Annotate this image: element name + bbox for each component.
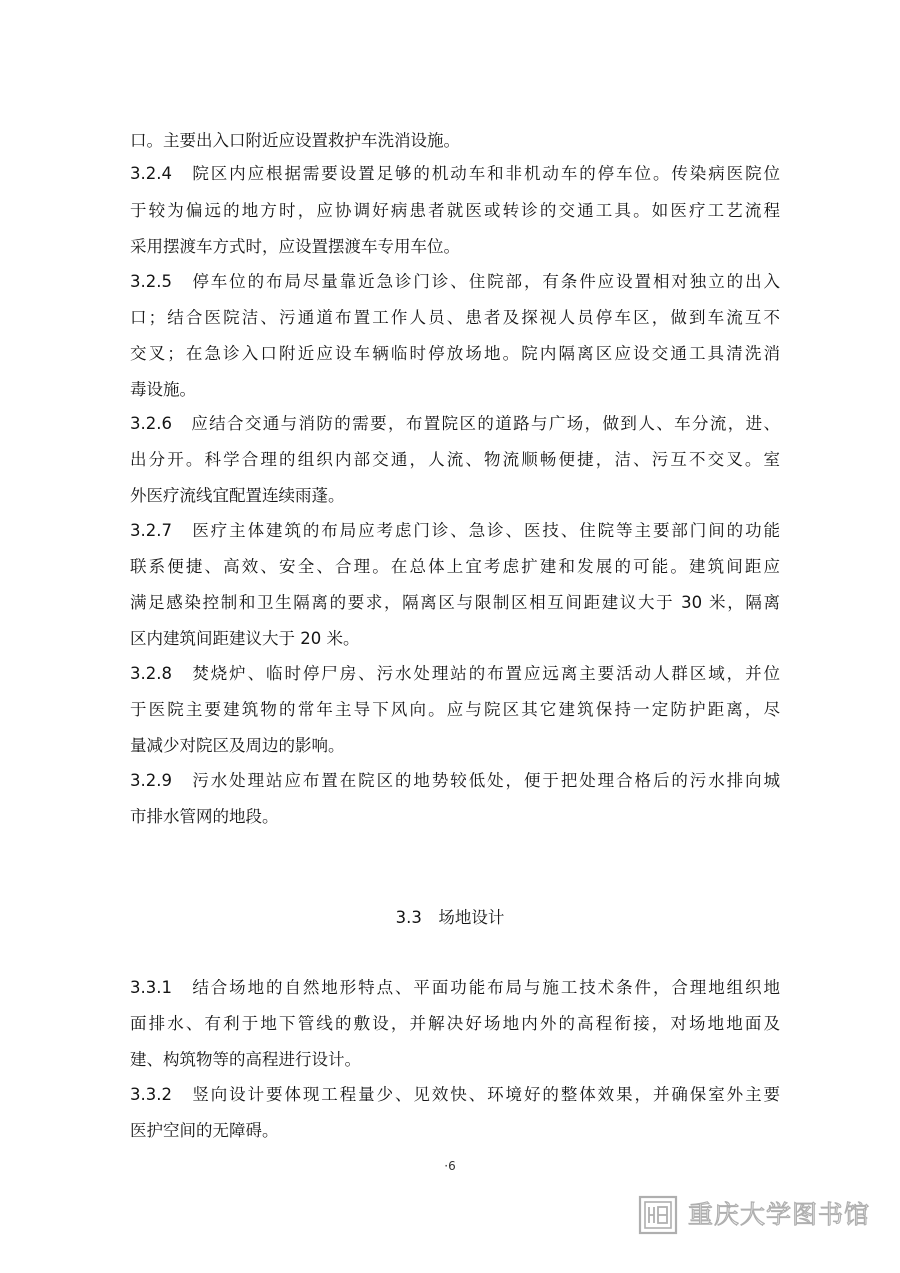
text-line: 市排水管网的地段。 [130,807,279,826]
text-line: 口。主要出入口附近应设置救护车洗消设施。 [130,131,460,150]
text-line: 面排水、有利于地下管线的敷设，并解决好场地内外的高程衔接，对场地地面及 [130,1014,780,1033]
text-line: 区内建筑间距建议大于 20 米。 [130,629,360,648]
text-line: 医护空间的无障碍。 [130,1121,279,1140]
text-line: 交叉；在急诊入口附近应设车辆临时停放场地。院内隔离区应设交通工具清洗消 [130,344,780,363]
text-line: 建、构筑物等的高程进行设计。 [130,1050,361,1069]
text-line: 毒设施。 [130,380,196,399]
text-line: 3.2.6 应结合交通与消防的需要，布置院区的道路与广场，做到人、车分流，进、 [130,414,780,433]
watermark-text: 重庆大学图书馆 [688,1200,871,1229]
text-line: 3.2.7 医疗主体建筑的布局应考虑门诊、急诊、医技、住院等主要部门间的功能 [130,521,780,540]
library-logo-icon [638,1195,678,1235]
text-line: 联系便捷、高效、安全、合理。在总体上宜考虑扩建和发展的可能。建筑间距应 [130,557,780,576]
text-line: 于较为偏远的地方时，应协调好病患者就医或转诊的交通工具。如医疗工艺流程 [130,201,780,220]
text-line: 外医疗流线宜配置连续雨蓬。 [130,486,345,505]
text-line: 3.2.4 院区内应根据需要设置足够的机动车和非机动车的停车位。传染病医院位 [130,164,780,183]
text-line: 于医院主要建筑物的常年主导下风向。应与院区其它建筑保持一定防护距离，尽 [130,700,780,719]
text-line: 出分开。科学合理的组织内部交通，人流、物流顺畅便捷，洁、污互不交叉。室 [130,450,780,469]
text-line: 3.2.8 焚烧炉、临时停尸房、污水处理站的布置应远离主要活动人群区域，并位 [130,664,780,683]
text-line: 3.3.2 竖向设计要体现工程量少、见效快、环境好的整体效果，并确保室外主要 [130,1085,780,1104]
text-line: 3.2.9 污水处理站应布置在院区的地势较低处，便于把处理合格后的污水排向城 [130,771,780,790]
text-line: 满足感染控制和卫生隔离的要求，隔离区与限制区相互间距建议大于 30 米，隔离 [130,593,780,612]
library-watermark [638,1193,870,1237]
text-line: 采用摆渡车方式时，应设置摆渡车专用车位。 [130,237,460,256]
section-heading: 3.3 场地设计 [395,908,505,927]
text-line: 口；结合医院洁、污通道布置工作人员、患者及探视人员停车区，做到车流互不 [130,308,780,327]
page-number: ·6 [444,1159,456,1173]
text-line: 3.2.5 停车位的布局尽量靠近急诊门诊、住院部，有条件应设置相对独立的出入 [130,272,780,291]
text-line: 3.3.1 结合场地的自然地形特点、平面功能布局与施工技术条件，合理地组织地 [130,978,780,997]
text-line: 量减少对院区及周边的影响。 [130,736,345,755]
